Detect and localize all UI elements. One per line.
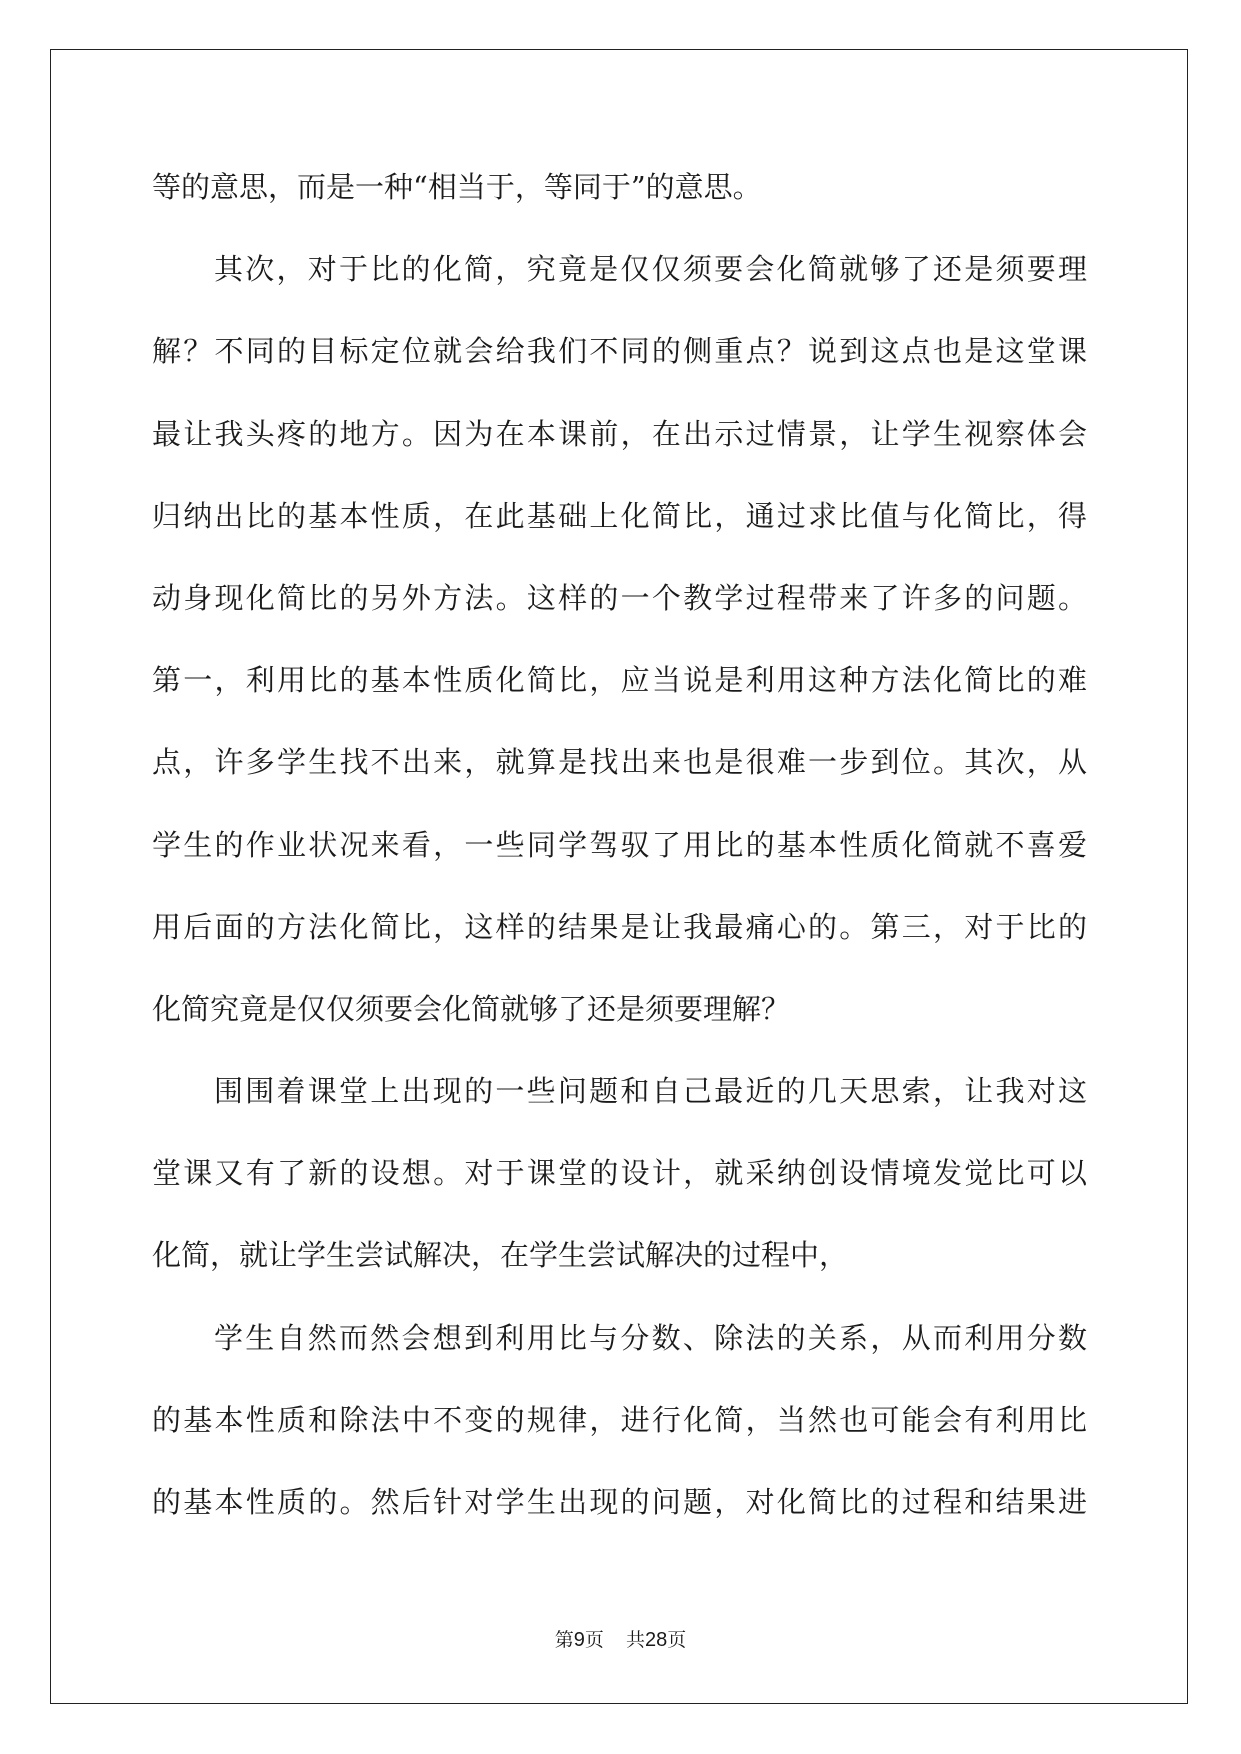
total-unit: 页 — [667, 1629, 687, 1651]
text-line: 的基本性质的。然后针对学生出现的问题，对化简比的过程和结果进 — [152, 1485, 1087, 1519]
text-line: 学生的作业状况来看，一些同学驾驭了用比的基本性质化简就不喜爱 — [152, 827, 1087, 862]
text-line: 学生自然而然会想到利用比与分数、除法的关系，从而利用分数 — [214, 1320, 1087, 1355]
text-line: 解？不同的目标定位就会给我们不同的侧重点？说到这点也是这堂课 — [152, 334, 1087, 369]
text-line: 的基本性质和除法中不变的规律，进行化简，当然也可能会有利用比 — [152, 1402, 1087, 1437]
text-line: 其次，对于比的化简，究竟是仅仅须要会化简就够了还是须要理 — [214, 252, 1087, 287]
page-unit: 页 — [584, 1629, 604, 1651]
text-line: 化简究竟是仅仅须要会化简就够了还是须要理解？ — [152, 991, 791, 1026]
page-number: 9 — [573, 1629, 585, 1651]
text-line: 最让我头疼的地方。因为在本课前，在出示过情景，让学生视察体会 — [152, 416, 1087, 451]
text-line: 化简，就让学生尝试解决，在学生尝试解决的过程中， — [152, 1238, 849, 1273]
page-footer — [0, 1625, 1241, 1652]
text-line: 围围着课堂上出现的一些问题和自己最近的几天思索，让我对这 — [214, 1074, 1087, 1109]
total-prefix: 共 — [625, 1629, 645, 1651]
text-line: 点，许多学生找不出来，就算是找出来也是很难一步到位。其次，从 — [152, 745, 1087, 780]
text-line: 堂课又有了新的设想。对于课堂的设计，就采纳创设情境发觉比可以 — [152, 1156, 1087, 1191]
document-body — [152, 162, 1087, 1559]
text-line: 第一，利用比的基本性质化简比，应当说是利用这种方法化简比的难 — [152, 663, 1087, 698]
page-prefix: 第 — [554, 1629, 574, 1651]
text-line: 动身现化简比的另外方法。这样的一个教学过程带来了许多的问题。 — [152, 580, 1087, 615]
text-line: 归纳出比的基本性质，在此基础上化简比，通过求比值与化简比，得 — [152, 498, 1087, 533]
total-pages: 28 — [644, 1629, 668, 1651]
text-line: 等的意思，而是一种“相当于，等同于”的意思。 — [152, 170, 762, 204]
text-line: 用后面的方法化简比，这样的结果是让我最痛心的。第三，对于比的 — [152, 909, 1087, 944]
